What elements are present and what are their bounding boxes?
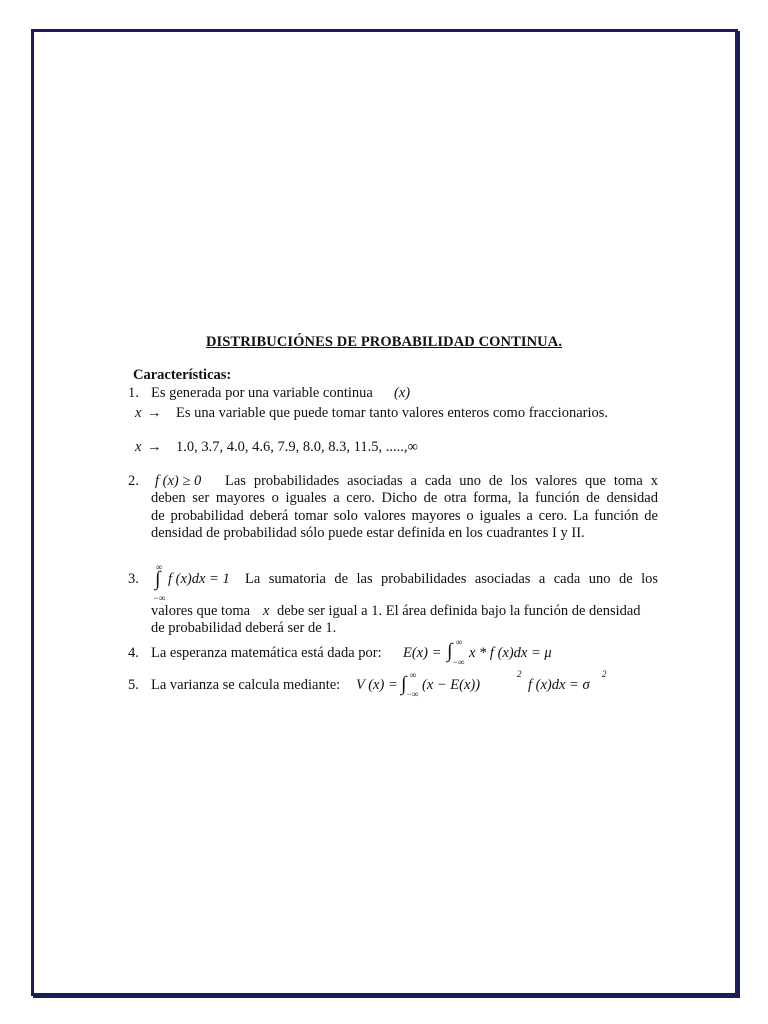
item-4-text: La esperanza matemática está dada por: <box>151 645 382 661</box>
integral-icon: ∫ <box>155 568 161 590</box>
x-note-arrow: → <box>147 405 162 421</box>
item-1-text: Es generada por una variable continua <box>151 385 373 401</box>
item-5-sup: 2 <box>517 669 522 679</box>
page-title: DISTRIBUCIÓNES DE PROBABILIDAD CONTINUA. <box>205 334 563 350</box>
item-1-math: (x) <box>394 385 411 401</box>
x-values-arrow: → <box>147 439 162 455</box>
item-3-int-upper: ∞ <box>156 562 163 572</box>
item-3-number: 3. <box>128 571 139 587</box>
item-5-math-rhs1: (x − E(x)) <box>422 677 481 693</box>
item-3-math: f (x)dx = 1 <box>168 571 230 587</box>
item-4-number: 4. <box>128 645 139 661</box>
item-3-line-1: La sumatoria de las probabilidades asociadas a cada uno de los <box>245 571 658 587</box>
item-5-math-lhs: V (x) = <box>356 677 398 693</box>
item-5-math-rhs2: f (x)dx = σ <box>528 677 590 693</box>
item-4-math-lhs: E(x) = <box>403 645 442 661</box>
item-2-line-2: deben ser mayores o iguales a cero. Dicho de otra forma, la función de densidad <box>151 490 658 506</box>
item-5-number: 5. <box>128 677 139 693</box>
item-2-line-4: densidad de probabilidad sólo puede estar definida en los cuadrantes I y II. <box>151 525 585 541</box>
item-5-int-lower: −∞ <box>406 689 419 699</box>
item-2-line-1: Las probabilidades asociadas a cada uno de los valores que toma x <box>225 473 658 489</box>
integral-icon: ∫ <box>447 640 453 662</box>
item-2-math: f (x) ≥ 0 <box>155 473 202 489</box>
item-3-line-3: de probabilidad deberá ser de 1. <box>151 620 337 636</box>
item-1-number: 1. <box>128 385 139 401</box>
section-heading: Características: <box>133 367 232 383</box>
integral-icon: ∫ <box>401 673 407 695</box>
item-4-math-rhs: x * f (x)dx = μ <box>469 645 552 661</box>
item-3-line-2-var: x <box>263 603 270 619</box>
item-5-text: La varianza se calcula mediante: <box>151 677 341 693</box>
item-3-line-2b: debe ser igual a 1. El área definida bajo la función de densidad <box>277 603 641 619</box>
item-4-int-upper: ∞ <box>456 637 463 647</box>
x-note-text: Es una variable que puede tomar tanto valores enteros como fraccionarios. <box>176 405 609 421</box>
item-5-int-upper: ∞ <box>410 670 417 680</box>
item-2-line-3: de probabilidad deberá tomar solo valores mayores o iguales a cero. La función de <box>151 508 658 524</box>
item-2-number: 2. <box>128 473 139 489</box>
item-3-line-2a: valores que toma <box>151 603 251 619</box>
x-values-var: x <box>135 439 142 455</box>
x-note-var: x <box>135 405 142 421</box>
item-5-sup2: 2 <box>602 669 607 679</box>
x-values-text: 1.0, 3.7, 4.0, 4.6, 7.9, 8.0, 8.3, 11.5, .....,∞ <box>176 439 418 455</box>
item-4-int-lower: −∞ <box>452 657 465 667</box>
item-3-int-lower: −∞ <box>153 593 166 603</box>
